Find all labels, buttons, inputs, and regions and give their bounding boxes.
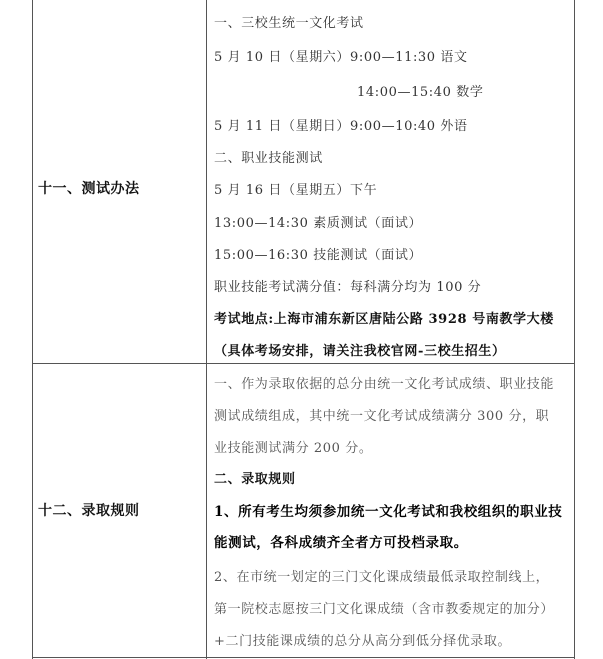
section-11-line-8: 15:00—16:30 技能测试（面试） xyxy=(214,248,423,263)
section-11-line-3: 14:00—15:40 数学 xyxy=(357,85,484,100)
section-11-line-7: 13:00—14:30 素质测试（面试） xyxy=(214,216,423,231)
section-11-line-4: 5 月 11 日（星期日）9:00—10:40 外语 xyxy=(214,119,468,134)
section-12-rule-1a: 1、所有考生均须参加统一文化考试和我校组织的职业技 xyxy=(214,504,563,520)
section-11-line-5: 二、职业技能测试 xyxy=(214,151,323,166)
table-border-right xyxy=(574,0,575,659)
section-11-line-2: 5 月 10 日（星期六）9:00—11:30 语文 xyxy=(214,50,468,65)
section-12-rule-1b: 能测试，各科成绩齐全者方可投档录取。 xyxy=(214,535,468,551)
section-12-rule-2b: 第一院校志愿按三门文化课成绩（含市教委规定的加分） xyxy=(214,602,555,617)
section-12-subheading: 二、录取规则 xyxy=(214,472,296,487)
table-border-middle xyxy=(206,0,207,659)
exam-arrangement-note: （具体考场安排，请关注我校官网-三校生招生） xyxy=(214,344,506,359)
section-12-line-2: 测试成绩组成，其中统一文化考试成绩满分 300 分，职 xyxy=(214,409,550,424)
section-11-line-1: 一、三校生统一文化考试 xyxy=(214,16,364,31)
table-border-bottom xyxy=(32,657,575,658)
section-11-line-9: 职业技能考试满分值：每科满分均为 100 分 xyxy=(214,280,482,295)
row-divider xyxy=(32,363,575,364)
exam-location: 考试地点:上海市浦东新区唐陆公路 3928 号南教学大楼 xyxy=(214,312,554,327)
section-12-rule-2c: +二门技能课成绩的总分从高分到低分择优录取。 xyxy=(214,634,512,649)
section-11-label: 十一、测试办法 xyxy=(38,181,140,197)
section-11-line-6: 5 月 16 日（星期五）下午 xyxy=(214,183,378,198)
table-border-left xyxy=(32,0,33,659)
section-12-line-3: 业技能测试满分 200 分。 xyxy=(214,441,373,456)
section-12-rule-2a: 2、在市统一划定的三门文化课成绩最低录取控制线上， xyxy=(214,570,550,585)
section-12-line-1: 一、作为录取依据的总分由统一文化考试成绩、职业技能 xyxy=(214,377,555,392)
section-12-label: 十二、录取规则 xyxy=(38,503,140,519)
